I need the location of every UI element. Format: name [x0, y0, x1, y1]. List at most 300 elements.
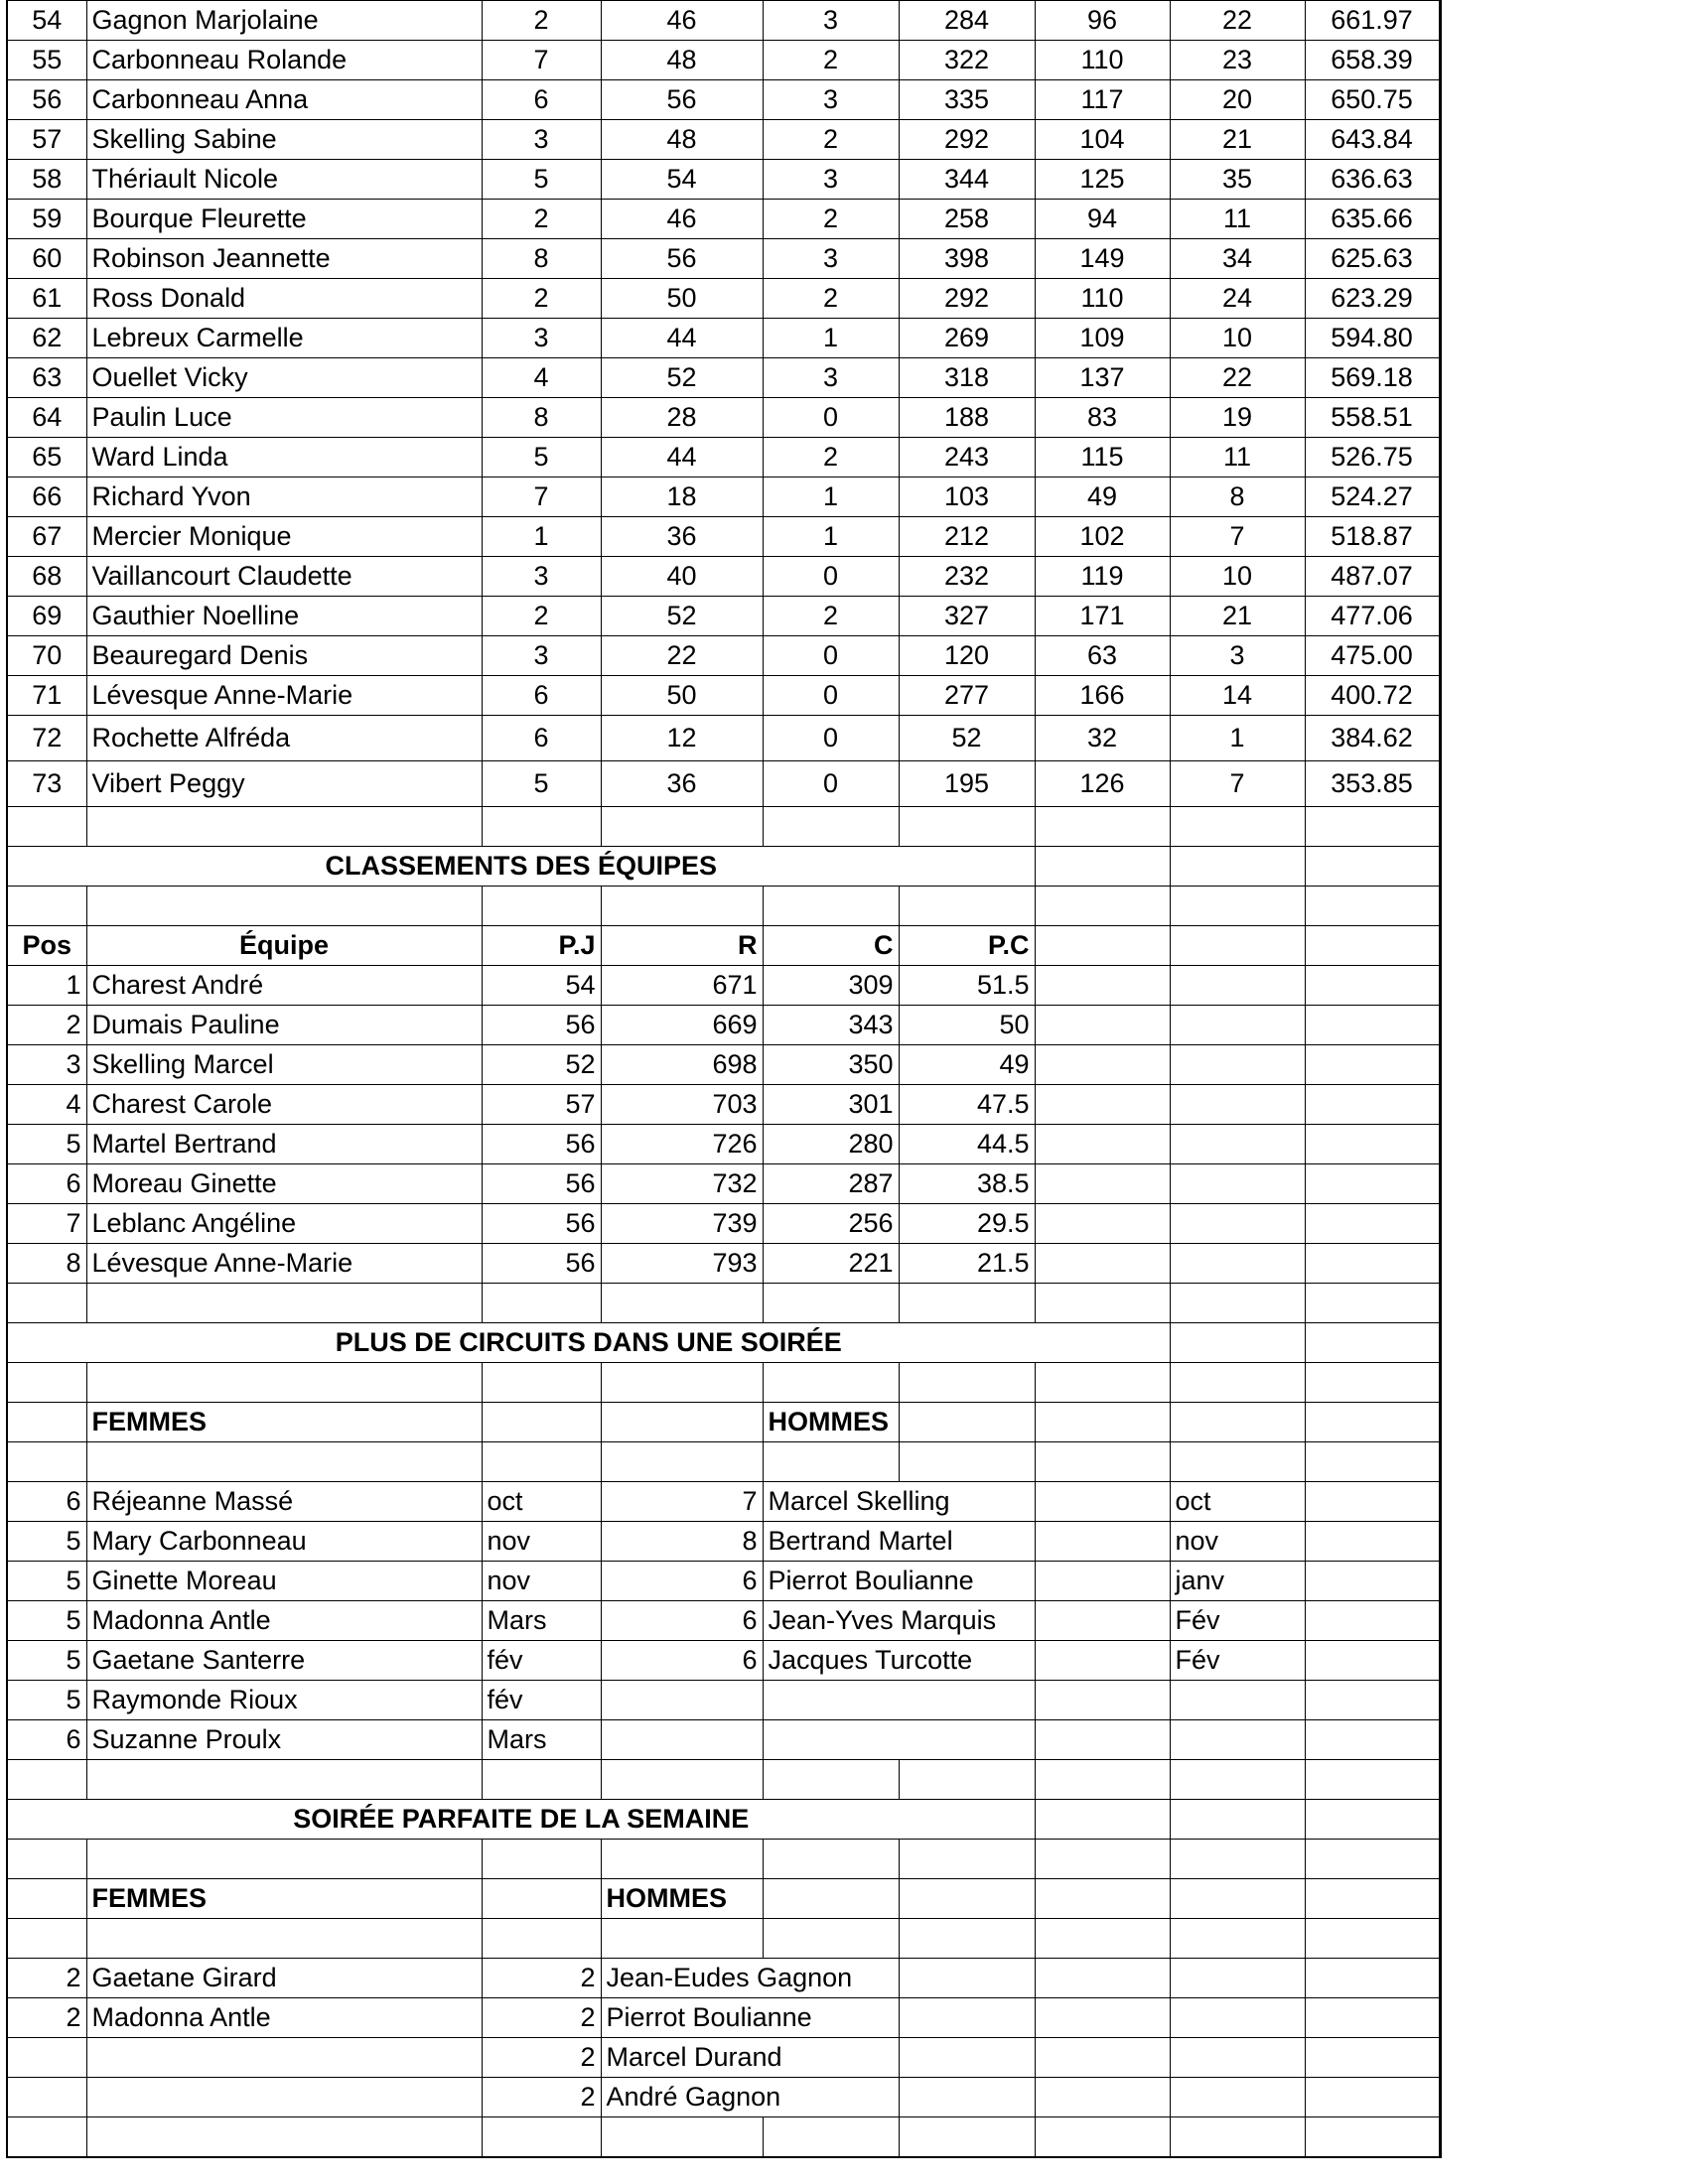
women-count: 5: [7, 1641, 86, 1681]
team-pos: 7: [7, 1204, 86, 1244]
col-8: 19: [1170, 398, 1305, 438]
team-name: Dumais Pauline: [86, 1006, 482, 1045]
col-5: 3: [763, 239, 899, 279]
player-rank: 70: [7, 636, 86, 676]
player-name: Paulin Luce: [86, 398, 482, 438]
player-name: Carbonneau Rolande: [86, 41, 482, 80]
empty-cell: [601, 1403, 763, 1442]
men-count: 6: [601, 1601, 763, 1641]
empty-cell: [1305, 887, 1440, 926]
team-pc: 49: [899, 1045, 1035, 1085]
player-row: [7, 41, 1440, 80]
empty-cell: [1170, 1919, 1305, 1959]
col-7: 94: [1035, 200, 1170, 239]
player-average: 635.66: [1305, 200, 1440, 239]
player-row: [7, 557, 1440, 597]
empty-cell: [763, 2117, 899, 2158]
player-row: [7, 358, 1440, 398]
player-rank: 57: [7, 120, 86, 160]
empty-row: [7, 1919, 1440, 1959]
empty-cell: [1305, 1284, 1440, 1323]
empty-cell: [1035, 1760, 1170, 1800]
player-row: [7, 761, 1440, 807]
women-name: Suzanne Proulx: [86, 1720, 482, 1760]
empty-cell: [601, 887, 763, 926]
empty-cell: [482, 1760, 601, 1800]
empty-cell: [86, 887, 482, 926]
empty-cell: [1035, 1522, 1170, 1562]
player-rank: 62: [7, 319, 86, 358]
team-pos: 1: [7, 966, 86, 1006]
empty-cell: [1305, 966, 1440, 1006]
empty-cell: [482, 807, 601, 847]
empty-cell: [1170, 1006, 1305, 1045]
empty-cell: [86, 1442, 482, 1482]
empty-cell: [899, 807, 1035, 847]
team-pc: 51.5: [899, 966, 1035, 1006]
circuits-row: [7, 1482, 1440, 1522]
empty-cell: [7, 1919, 86, 1959]
team-row: [7, 1125, 1440, 1164]
team-row: [7, 1085, 1440, 1125]
team-pj: 56: [482, 1164, 601, 1204]
team-pc: 21.5: [899, 1244, 1035, 1284]
player-rank: 64: [7, 398, 86, 438]
empty-cell: [86, 1840, 482, 1879]
empty-cell: [1305, 1760, 1440, 1800]
empty-cell: [1305, 1045, 1440, 1085]
team-pj: 54: [482, 966, 601, 1006]
empty-cell: [1170, 1323, 1305, 1363]
women-count: 2: [7, 1959, 86, 1998]
women-count: 6: [7, 1720, 86, 1760]
player-name: Vaillancourt Claudette: [86, 557, 482, 597]
empty-cell: [86, 1760, 482, 1800]
player-average: 643.84: [1305, 120, 1440, 160]
empty-cell: [1305, 1442, 1440, 1482]
women-name: Réjeanne Massé: [86, 1482, 482, 1522]
empty-cell: [763, 1879, 899, 1919]
empty-cell: [601, 807, 763, 847]
empty-cell: [1035, 1442, 1170, 1482]
empty-cell: [86, 2117, 482, 2158]
col-5: 0: [763, 636, 899, 676]
team-pos: 2: [7, 1006, 86, 1045]
col-4: 52: [601, 358, 763, 398]
empty-cell: [482, 1879, 601, 1919]
men-name: Marcel Durand: [601, 2038, 899, 2078]
col-7: 125: [1035, 160, 1170, 200]
col-8: 21: [1170, 120, 1305, 160]
col-6: 243: [899, 438, 1035, 478]
empty-cell: [1170, 1164, 1305, 1204]
col-5: 1: [763, 478, 899, 517]
player-row: [7, 120, 1440, 160]
col-6: 292: [899, 279, 1035, 319]
perfect-row: [7, 1959, 1440, 1998]
empty-cell: [1170, 1760, 1305, 1800]
women-name: Mary Carbonneau: [86, 1522, 482, 1562]
empty-cell: [1035, 966, 1170, 1006]
player-row: [7, 1, 1440, 41]
col-7: 63: [1035, 636, 1170, 676]
team-row: [7, 966, 1440, 1006]
empty-cell: [1305, 1840, 1440, 1879]
empty-row: [7, 1840, 1440, 1879]
player-rank: 68: [7, 557, 86, 597]
empty-cell: [763, 1284, 899, 1323]
col-5: 3: [763, 358, 899, 398]
empty-cell: [899, 1760, 1035, 1800]
team-c: 301: [763, 1085, 899, 1125]
empty-cell: [1305, 1641, 1440, 1681]
player-rank: 67: [7, 517, 86, 557]
player-rank: 55: [7, 41, 86, 80]
men-count: 6: [601, 1641, 763, 1681]
player-name: Lévesque Anne-Marie: [86, 676, 482, 716]
men-name: Bertrand Martel: [763, 1522, 1035, 1562]
empty-cell: [1035, 1244, 1170, 1284]
empty-cell: [1035, 887, 1170, 926]
women-count: 5: [7, 1681, 86, 1720]
col-7: 166: [1035, 676, 1170, 716]
circuits-row: [7, 1601, 1440, 1641]
empty-cell: [1305, 1204, 1440, 1244]
teams-header-cell: Équipe: [86, 926, 482, 966]
player-average: 625.63: [1305, 239, 1440, 279]
men-name: [763, 1681, 1035, 1720]
standings-sheet: [6, 0, 1442, 2158]
empty-cell: [1035, 1720, 1170, 1760]
empty-cell: [1035, 1006, 1170, 1045]
women-count: [7, 2038, 86, 2078]
men-name: Pierrot Boulianne: [601, 1998, 899, 2038]
empty-cell: [1170, 1204, 1305, 1244]
col-4: 48: [601, 120, 763, 160]
empty-cell: [1305, 1403, 1440, 1442]
player-row: [7, 160, 1440, 200]
team-pj: 56: [482, 1204, 601, 1244]
empty-cell: [1035, 1085, 1170, 1125]
empty-cell: [1170, 1403, 1305, 1442]
col-6: 335: [899, 80, 1035, 120]
col-6: 398: [899, 239, 1035, 279]
col-5: 0: [763, 761, 899, 807]
team-c: 287: [763, 1164, 899, 1204]
team-pj: 56: [482, 1125, 601, 1164]
men-month: [1170, 1720, 1305, 1760]
team-r: 726: [601, 1125, 763, 1164]
player-average: 658.39: [1305, 41, 1440, 80]
col-3: 2: [482, 279, 601, 319]
empty-cell: [899, 1998, 1035, 2038]
men-count: 6: [601, 1562, 763, 1601]
col-8: 8: [1170, 478, 1305, 517]
player-average: 569.18: [1305, 358, 1440, 398]
player-row: [7, 716, 1440, 761]
empty-cell: [7, 1442, 86, 1482]
col-3: 2: [482, 1, 601, 41]
col-3: 3: [482, 319, 601, 358]
col-4: 46: [601, 1, 763, 41]
empty-cell: [763, 1442, 899, 1482]
empty-cell: [1305, 2038, 1440, 2078]
col-8: 1: [1170, 716, 1305, 761]
col-8: 20: [1170, 80, 1305, 120]
col-5: 3: [763, 1, 899, 41]
empty-cell: [601, 1442, 763, 1482]
empty-cell: [763, 1919, 899, 1959]
men-name: André Gagnon: [601, 2078, 899, 2117]
col-6: 277: [899, 676, 1035, 716]
empty-cell: [1305, 1998, 1440, 2038]
men-count: 2: [482, 1959, 601, 1998]
player-rank: 54: [7, 1, 86, 41]
teams-header-cell: R: [601, 926, 763, 966]
col-8: 11: [1170, 200, 1305, 239]
women-count: [7, 2078, 86, 2117]
women-month: Mars: [482, 1601, 601, 1641]
col-4: 54: [601, 160, 763, 200]
col-6: 322: [899, 41, 1035, 80]
col-4: 50: [601, 279, 763, 319]
col-7: 109: [1035, 319, 1170, 358]
women-count: 5: [7, 1522, 86, 1562]
teams-header-cell: Pos: [7, 926, 86, 966]
col-6: 318: [899, 358, 1035, 398]
women-name: Madonna Antle: [86, 1601, 482, 1641]
col-8: 11: [1170, 438, 1305, 478]
women-name: Madonna Antle: [86, 1998, 482, 2038]
col-7: 115: [1035, 438, 1170, 478]
player-average: 477.06: [1305, 597, 1440, 636]
empty-cell: [899, 1442, 1035, 1482]
col-4: 18: [601, 478, 763, 517]
col-5: 0: [763, 557, 899, 597]
empty-row: [7, 1363, 1440, 1403]
empty-cell: [1305, 1681, 1440, 1720]
col-3: 3: [482, 120, 601, 160]
women-month: Mars: [482, 1720, 601, 1760]
empty-cell: [7, 1760, 86, 1800]
empty-cell: [899, 1840, 1035, 1879]
col-6: 195: [899, 761, 1035, 807]
col-5: 3: [763, 80, 899, 120]
team-r: 669: [601, 1006, 763, 1045]
men-label: HOMMES: [601, 1879, 763, 1919]
empty-cell: [763, 807, 899, 847]
col-7: 96: [1035, 1, 1170, 41]
player-average: 487.07: [1305, 557, 1440, 597]
circuits-row: [7, 1720, 1440, 1760]
empty-cell: [1035, 807, 1170, 847]
empty-cell: [1305, 2117, 1440, 2158]
women-name: [86, 2038, 482, 2078]
men-month: Fév: [1170, 1641, 1305, 1681]
empty-cell: [1305, 1006, 1440, 1045]
col-3: 6: [482, 716, 601, 761]
circuits-row: [7, 1522, 1440, 1562]
empty-cell: [7, 2117, 86, 2158]
empty-cell: [1170, 807, 1305, 847]
col-3: 3: [482, 636, 601, 676]
col-8: 3: [1170, 636, 1305, 676]
col-7: 110: [1035, 279, 1170, 319]
player-name: Bourque Fleurette: [86, 200, 482, 239]
empty-cell: [1170, 1244, 1305, 1284]
men-month: [1170, 1681, 1305, 1720]
men-name: Jacques Turcotte: [763, 1641, 1035, 1681]
col-3: 2: [482, 200, 601, 239]
player-rank: 69: [7, 597, 86, 636]
player-average: 661.97: [1305, 1, 1440, 41]
col-3: 6: [482, 676, 601, 716]
section-title-row: [7, 1800, 1440, 1840]
women-label: FEMMES: [86, 1403, 482, 1442]
empty-row: [7, 2117, 1440, 2158]
player-row: [7, 597, 1440, 636]
player-rank: 71: [7, 676, 86, 716]
player-row: [7, 279, 1440, 319]
empty-cell: [1170, 2038, 1305, 2078]
empty-cell: [1035, 1879, 1170, 1919]
col-8: 10: [1170, 557, 1305, 597]
empty-cell: [1170, 1959, 1305, 1998]
player-name: Skelling Sabine: [86, 120, 482, 160]
teams-header-row: [7, 926, 1440, 966]
team-c: 350: [763, 1045, 899, 1085]
empty-cell: [482, 1284, 601, 1323]
team-row: [7, 1244, 1440, 1284]
empty-cell: [1035, 1840, 1170, 1879]
team-pj: 56: [482, 1006, 601, 1045]
empty-row: [7, 1284, 1440, 1323]
col-8: 7: [1170, 517, 1305, 557]
empty-cell: [1305, 807, 1440, 847]
col-7: 119: [1035, 557, 1170, 597]
player-name: Thériault Nicole: [86, 160, 482, 200]
empty-cell: [1170, 1840, 1305, 1879]
team-r: 732: [601, 1164, 763, 1204]
col-8: 14: [1170, 676, 1305, 716]
col-8: 23: [1170, 41, 1305, 80]
empty-cell: [7, 1363, 86, 1403]
empty-cell: [1035, 2078, 1170, 2117]
men-count: 7: [601, 1482, 763, 1522]
col-5: 1: [763, 517, 899, 557]
perfect-labels-row: [7, 1879, 1440, 1919]
men-count: 2: [482, 1998, 601, 2038]
empty-cell: [763, 1760, 899, 1800]
empty-cell: [1035, 2038, 1170, 2078]
empty-cell: [1170, 1045, 1305, 1085]
col-3: 5: [482, 160, 601, 200]
col-6: 258: [899, 200, 1035, 239]
empty-cell: [1035, 1681, 1170, 1720]
col-8: 34: [1170, 239, 1305, 279]
teams-header-cell: P.J: [482, 926, 601, 966]
col-6: 269: [899, 319, 1035, 358]
women-month: nov: [482, 1522, 601, 1562]
empty-cell: [1305, 1601, 1440, 1641]
empty-cell: [1305, 847, 1440, 887]
empty-cell: [482, 887, 601, 926]
empty-cell: [1170, 847, 1305, 887]
empty-row: [7, 1760, 1440, 1800]
empty-cell: [1035, 1601, 1170, 1641]
col-7: 110: [1035, 41, 1170, 80]
player-name: Vibert Peggy: [86, 761, 482, 807]
men-month: janv: [1170, 1562, 1305, 1601]
col-5: 2: [763, 597, 899, 636]
team-name: Charest Carole: [86, 1085, 482, 1125]
col-3: 1: [482, 517, 601, 557]
player-average: 353.85: [1305, 761, 1440, 807]
team-c: 256: [763, 1204, 899, 1244]
col-4: 48: [601, 41, 763, 80]
player-rank: 63: [7, 358, 86, 398]
col-7: 126: [1035, 761, 1170, 807]
empty-cell: [86, 1363, 482, 1403]
player-rank: 73: [7, 761, 86, 807]
col-4: 40: [601, 557, 763, 597]
empty-cell: [1305, 1323, 1440, 1363]
empty-cell: [1035, 1284, 1170, 1323]
empty-cell: [899, 1959, 1035, 1998]
col-8: 21: [1170, 597, 1305, 636]
col-6: 212: [899, 517, 1035, 557]
women-count: 5: [7, 1562, 86, 1601]
col-3: 6: [482, 80, 601, 120]
col-4: 52: [601, 597, 763, 636]
empty-cell: [482, 1403, 601, 1442]
player-rank: 56: [7, 80, 86, 120]
player-name: Rochette Alfréda: [86, 716, 482, 761]
col-7: 49: [1035, 478, 1170, 517]
empty-cell: [601, 1840, 763, 1879]
empty-cell: [86, 1919, 482, 1959]
col-8: 35: [1170, 160, 1305, 200]
empty-cell: [1305, 1244, 1440, 1284]
empty-cell: [86, 1284, 482, 1323]
team-pos: 3: [7, 1045, 86, 1085]
col-4: 36: [601, 761, 763, 807]
team-pos: 5: [7, 1125, 86, 1164]
col-5: 2: [763, 120, 899, 160]
men-month: oct: [1170, 1482, 1305, 1522]
col-3: 7: [482, 41, 601, 80]
empty-cell: [601, 2117, 763, 2158]
empty-cell: [601, 1919, 763, 1959]
empty-cell: [899, 2038, 1035, 2078]
player-rank: 65: [7, 438, 86, 478]
player-row: [7, 80, 1440, 120]
empty-cell: [1035, 1919, 1170, 1959]
player-rank: 60: [7, 239, 86, 279]
empty-cell: [1035, 1045, 1170, 1085]
col-8: 22: [1170, 1, 1305, 41]
circuits-row: [7, 1562, 1440, 1601]
empty-cell: [899, 887, 1035, 926]
player-name: Ward Linda: [86, 438, 482, 478]
empty-cell: [899, 1363, 1035, 1403]
empty-cell: [1170, 1363, 1305, 1403]
team-pos: 6: [7, 1164, 86, 1204]
col-4: 36: [601, 517, 763, 557]
empty-cell: [1035, 1403, 1170, 1442]
empty-cell: [1305, 1482, 1440, 1522]
empty-cell: [1035, 1125, 1170, 1164]
